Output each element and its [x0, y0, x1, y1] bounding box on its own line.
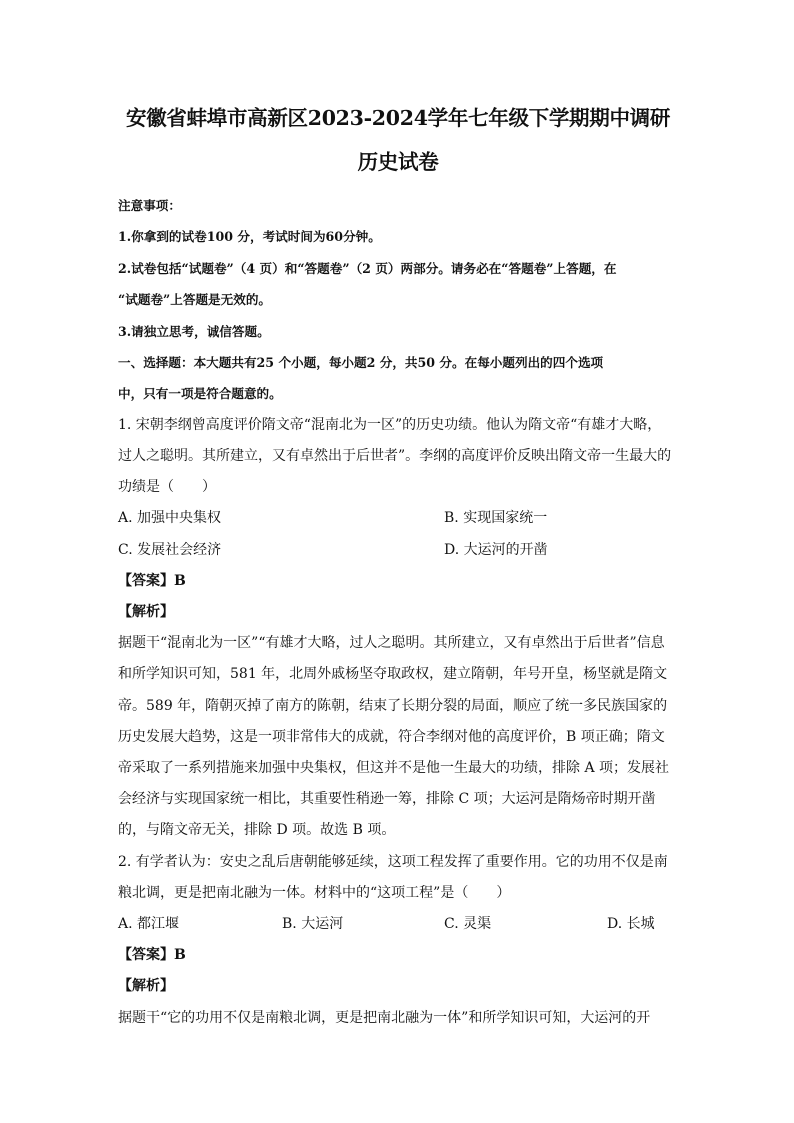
question-2-option-b: B. 大运河 — [282, 916, 344, 933]
document-title: 安徽省蚌埠市高新区2023-2024学年七年级下学期期中调研 — [125, 106, 671, 130]
question-2-stem: 2. 有学者认为：安史之乱后唐朝能够延续，这项工程发挥了重要作用。它的功用不仅是南 — [118, 853, 668, 870]
question-1-analysis: 帝采取了一系列措施来加强中央集权，但这并不是他一生最大的功绩，排除 A 项；发展社 — [118, 760, 670, 777]
question-2-analysis: 据题干“它的功用不仅是南粮北调，更是把南北融为一体”和所学知识可知，大运河的开 — [118, 1009, 651, 1026]
notice-heading: 注意事项： — [118, 198, 181, 213]
question-1-option-b: B. 实现国家统一 — [444, 510, 548, 527]
question-1-option-c: C. 发展社会经济 — [118, 541, 222, 558]
question-1-options-row-2 — [118, 535, 678, 566]
question-2-analysis-label: 【解析】 — [118, 978, 174, 995]
question-1-analysis: 会经济与实现国家统一相比，其重要性稍逊一筹，排除 C 项；大运河是隋炀帝时期开凿 — [118, 791, 656, 808]
section-heading: 一、选择题：本大题共有25 个小题，每小题2 分，共50 分。在每小题列出的四个选项 — [118, 355, 604, 371]
question-1-stem: 功绩是（ ） — [118, 479, 216, 496]
question-1-analysis: 历史发展大趋势，这是一项非常伟大的成就，符合李纲对他的高度评价，B 项正确；隋文 — [118, 728, 665, 745]
notice-item: 1.你拿到的试卷100 分，考试时间为60分钟。 — [118, 229, 381, 245]
notice-item: 2.试卷包括“试题卷”（4 页）和“答题卷”（2 页）两部分。请务必在“答题卷”上答题，在 — [118, 260, 617, 276]
question-1-option-a: A. 加强中央集权 — [118, 510, 222, 527]
question-2-stem: 粮北调，更是把南北融为一体。材料中的“这项工程”是（ ） — [118, 884, 511, 901]
question-1-stem: 过人之聪明。其所建立，又有卓然出于后世者”。李纲的高度评价反映出隋文帝一生最大的 — [118, 448, 672, 465]
question-1-stem: 1. 宋朝李纲曾高度评价隋文帝“混南北为一区”的历史功绩。他认为隋文帝“有雄才大略， — [118, 416, 662, 433]
question-1-analysis: 帝。589 年，隋朝灭掉了南方的陈朝，结束了长期分裂的局面，顺应了统一多民族国家的 — [118, 697, 668, 714]
question-1-analysis: 据题干“混南北为一区”“有雄才大略，过人之聪明。其所建立，又有卓然出于后世者”信息 — [118, 635, 665, 652]
question-2-option-a: A. 都江堰 — [118, 916, 180, 933]
document-subtitle: 历史试卷 — [357, 150, 439, 174]
notice-item: “试题卷”上答题是无效的。 — [118, 292, 272, 308]
question-1-analysis-label: 【解析】 — [118, 604, 174, 621]
question-1-analysis: 的，与隋文帝无关，排除 D 项。故选 B 项。 — [118, 822, 396, 839]
question-1-option-d: D. 大运河的开凿 — [444, 541, 548, 558]
question-2-option-d: D. 长城 — [607, 916, 655, 933]
question-1-options-row-1 — [118, 503, 678, 534]
question-2-answer: 【答案】B — [118, 947, 186, 964]
notice-item: 3.请独立思考，诚信答题。 — [118, 323, 270, 339]
question-2-options-row — [118, 909, 678, 940]
question-2-option-c: C. 灵渠 — [444, 916, 492, 933]
document-page — [118, 96, 678, 1034]
question-1-answer: 【答案】B — [118, 572, 186, 589]
section-heading: 中，只有一项是符合题意的。 — [118, 386, 282, 402]
question-1-analysis: 和所学知识可知，581 年，北周外戚杨坚夺取政权，建立隋朝，年号开皇，杨坚就是隋文 — [118, 666, 668, 683]
